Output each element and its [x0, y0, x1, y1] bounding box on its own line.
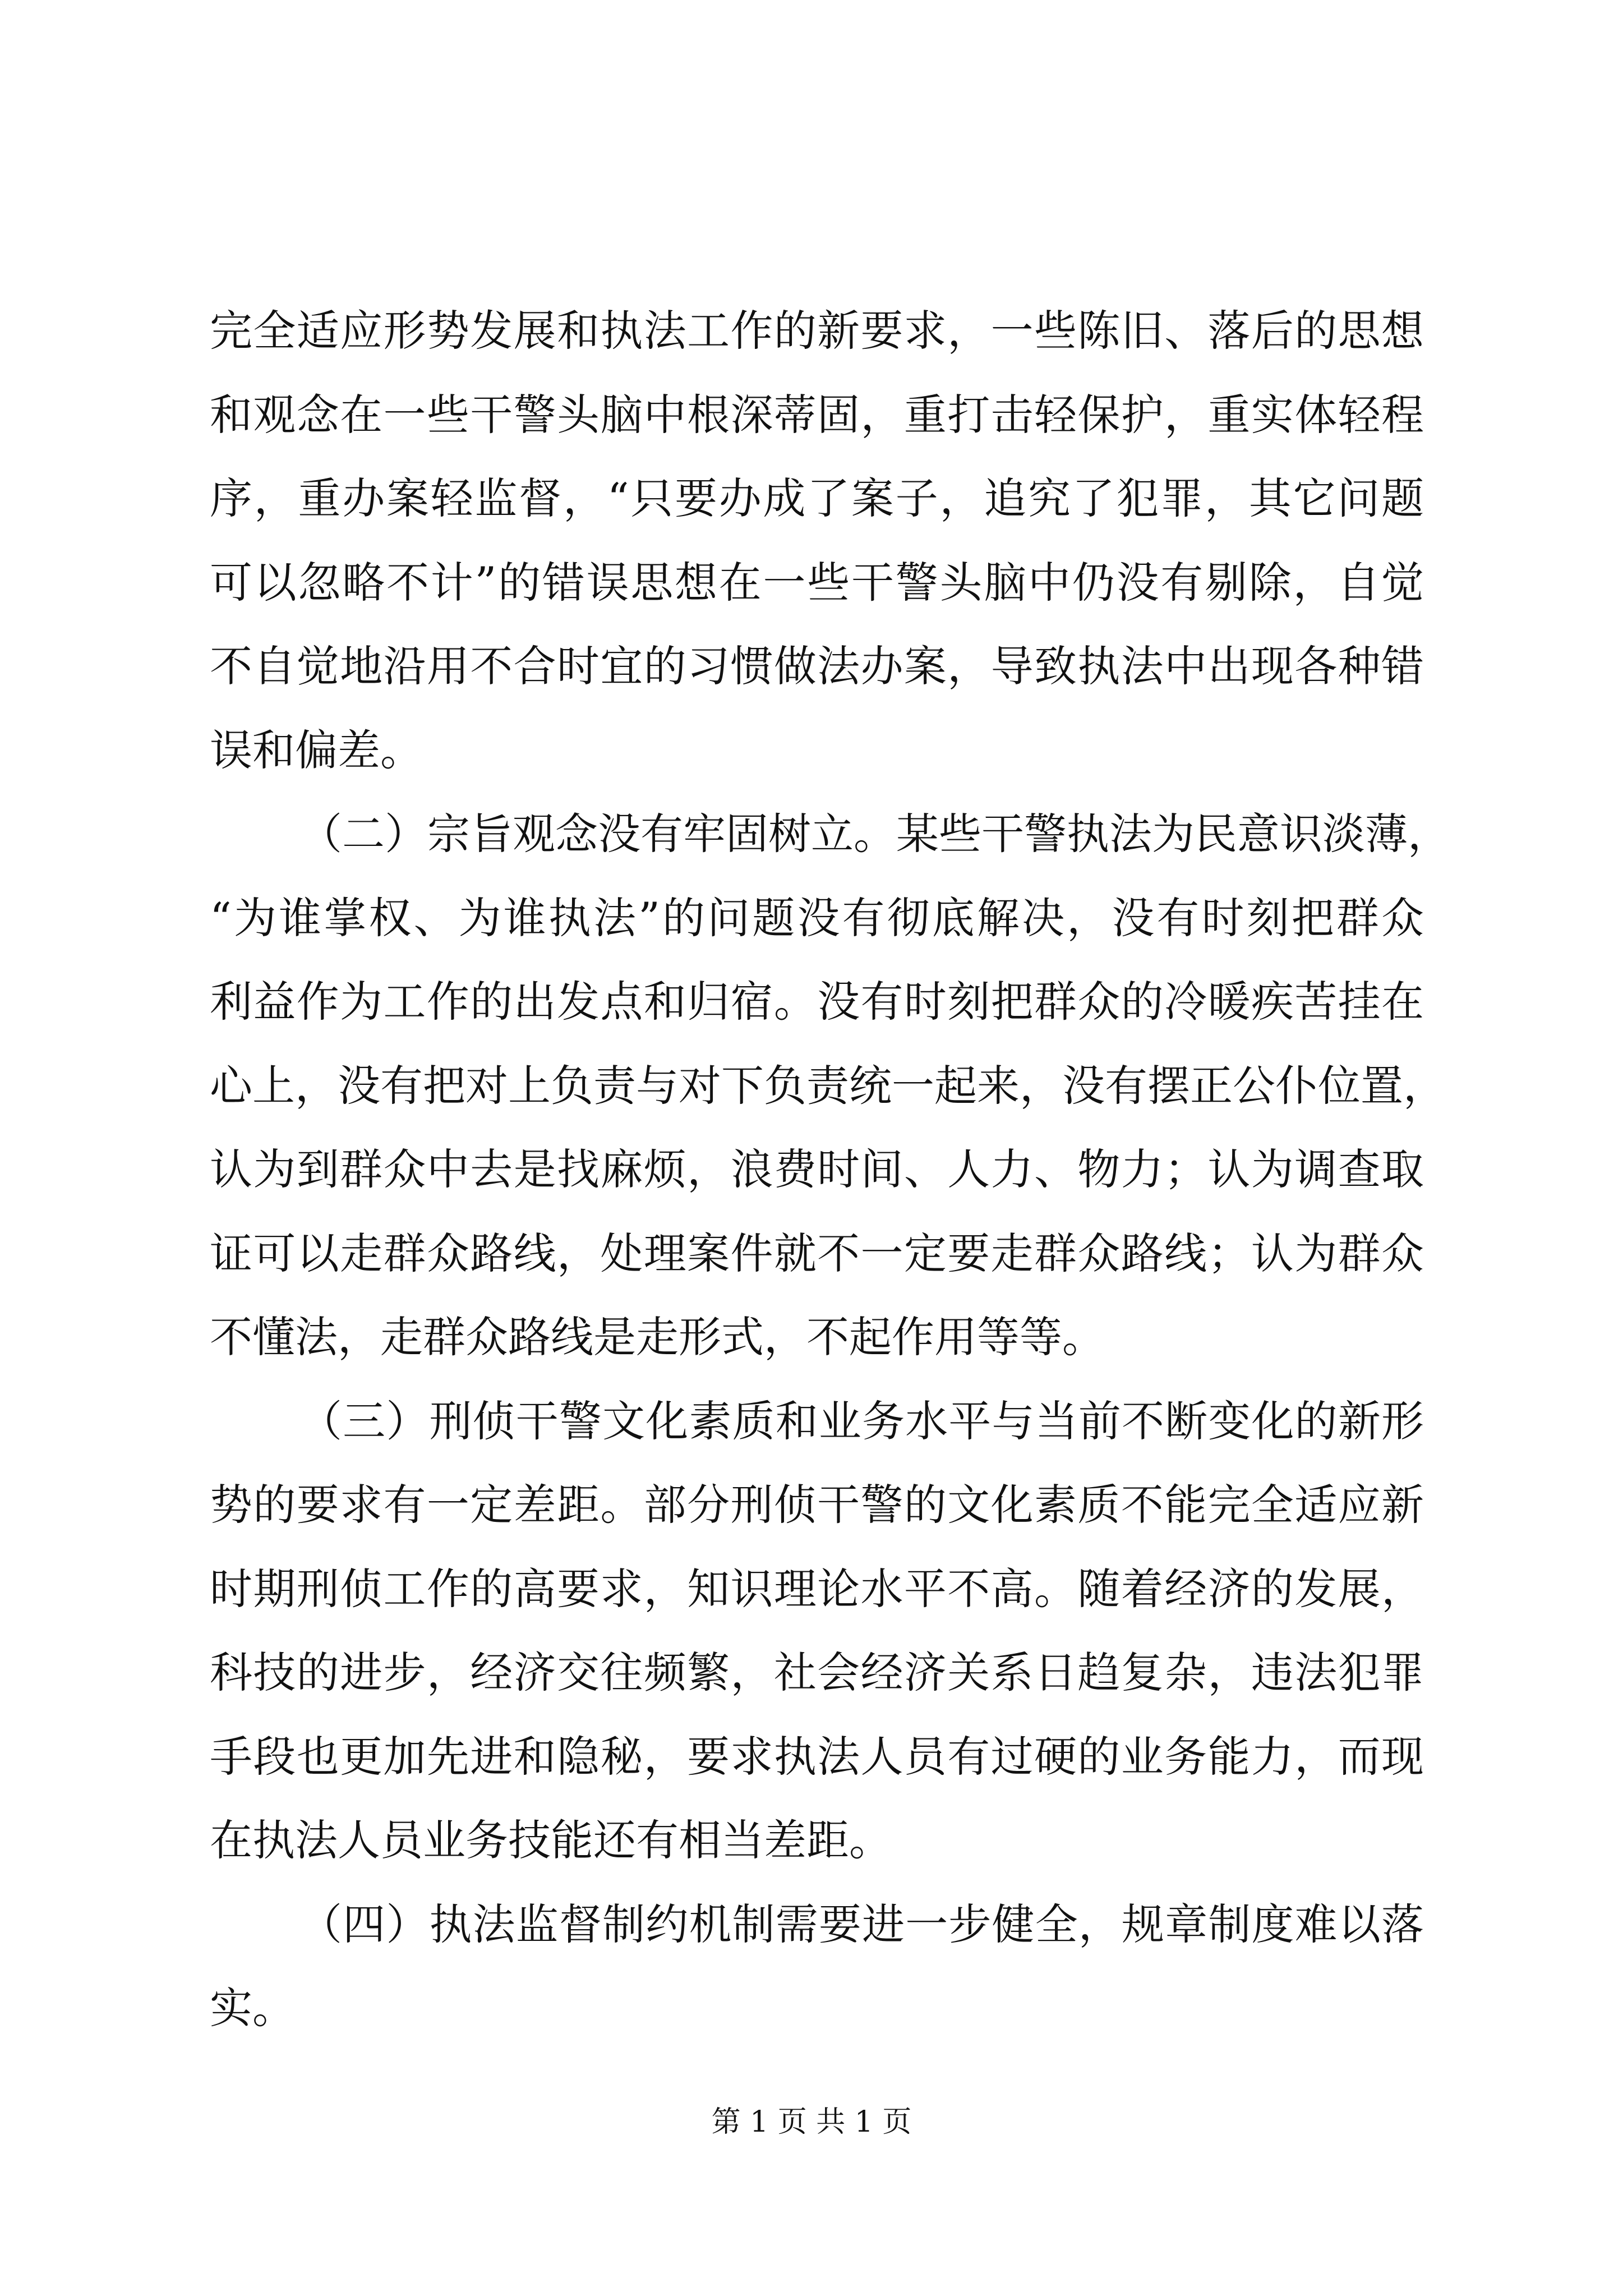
text-line: 利益作为工作的出发点和归宿。没有时刻把群众的冷暖疾苦挂在 [210, 977, 1424, 1027]
paragraph-3 [210, 1379, 1424, 1883]
text-line: 完全适应形势发展和执法工作的新要求，一些陈旧、落后的思想 [210, 306, 1424, 356]
text-line: 和观念在一些干警头脑中根深蒂固，重打击轻保护，重实体轻程 [210, 389, 1424, 440]
document-body [210, 289, 1450, 2050]
text-line: 时期刑侦工作的高要求，知识理论水平不高。随着经济的发展， [210, 1563, 1424, 1614]
page-footer [0, 2102, 1623, 2142]
text-line: 科技的进步，经济交往频繁，社会经济关系日趋复杂，违法犯罪 [210, 1648, 1424, 1697]
text-line: 序，重办案轻监督，“只要办成了案子，追究了犯罪，其它问题 [210, 473, 1424, 523]
paragraph-4 [210, 1883, 1424, 2050]
text-line: 不自觉地沿用不合时宜的习惯做法办案，导致执法中出现各种错 [210, 641, 1424, 691]
text-line: 不懂法，走群众路线是走形式，不起作用等等。 [210, 1312, 1105, 1362]
text-line: 心上，没有把对上负责与对下负责统一起来，没有摆正公仆位置， [210, 1060, 1446, 1111]
page-number-label: 第 1 页 共 1 页 [711, 2105, 912, 2139]
text-line: 可以忽略不计”的错误思想在一些干警头脑中仍没有剔除，自觉 [210, 557, 1424, 608]
text-line: （四）执法监督制约机制需要进一步健全，规章制度难以落 [299, 1899, 1424, 1949]
text-line: （二）宗旨观念没有牢固树立。某些干警执法为民意识淡薄， [299, 809, 1450, 859]
text-line: 实。 [210, 1983, 295, 2033]
text-line: “为谁掌权、为谁执法”的问题没有彻底解决，没有时刻把群众 [210, 892, 1424, 943]
text-line: 在执法人员业务技能还有相当差距。 [210, 1815, 892, 1865]
text-line: 认为到群众中去是找麻烦，浪费时间、人力、物力；认为调查取 [210, 1144, 1424, 1194]
text-line: （三）刑侦干警文化素质和业务水平与当前不断变化的新形 [299, 1396, 1424, 1446]
text-line: 手段也更加先进和隐秘，要求执法人员有过硬的业务能力，而现 [210, 1731, 1424, 1782]
text-line: 势的要求有一定差距。部分刑侦干警的文化素质不能完全适应新 [210, 1480, 1424, 1530]
paragraph-1 [210, 289, 1424, 792]
paragraph-2 [210, 792, 1450, 1379]
text-line: 误和偏差。 [210, 725, 423, 775]
text-line: 证可以走群众路线，处理案件就不一定要走群众路线；认为群众 [210, 1228, 1424, 1278]
